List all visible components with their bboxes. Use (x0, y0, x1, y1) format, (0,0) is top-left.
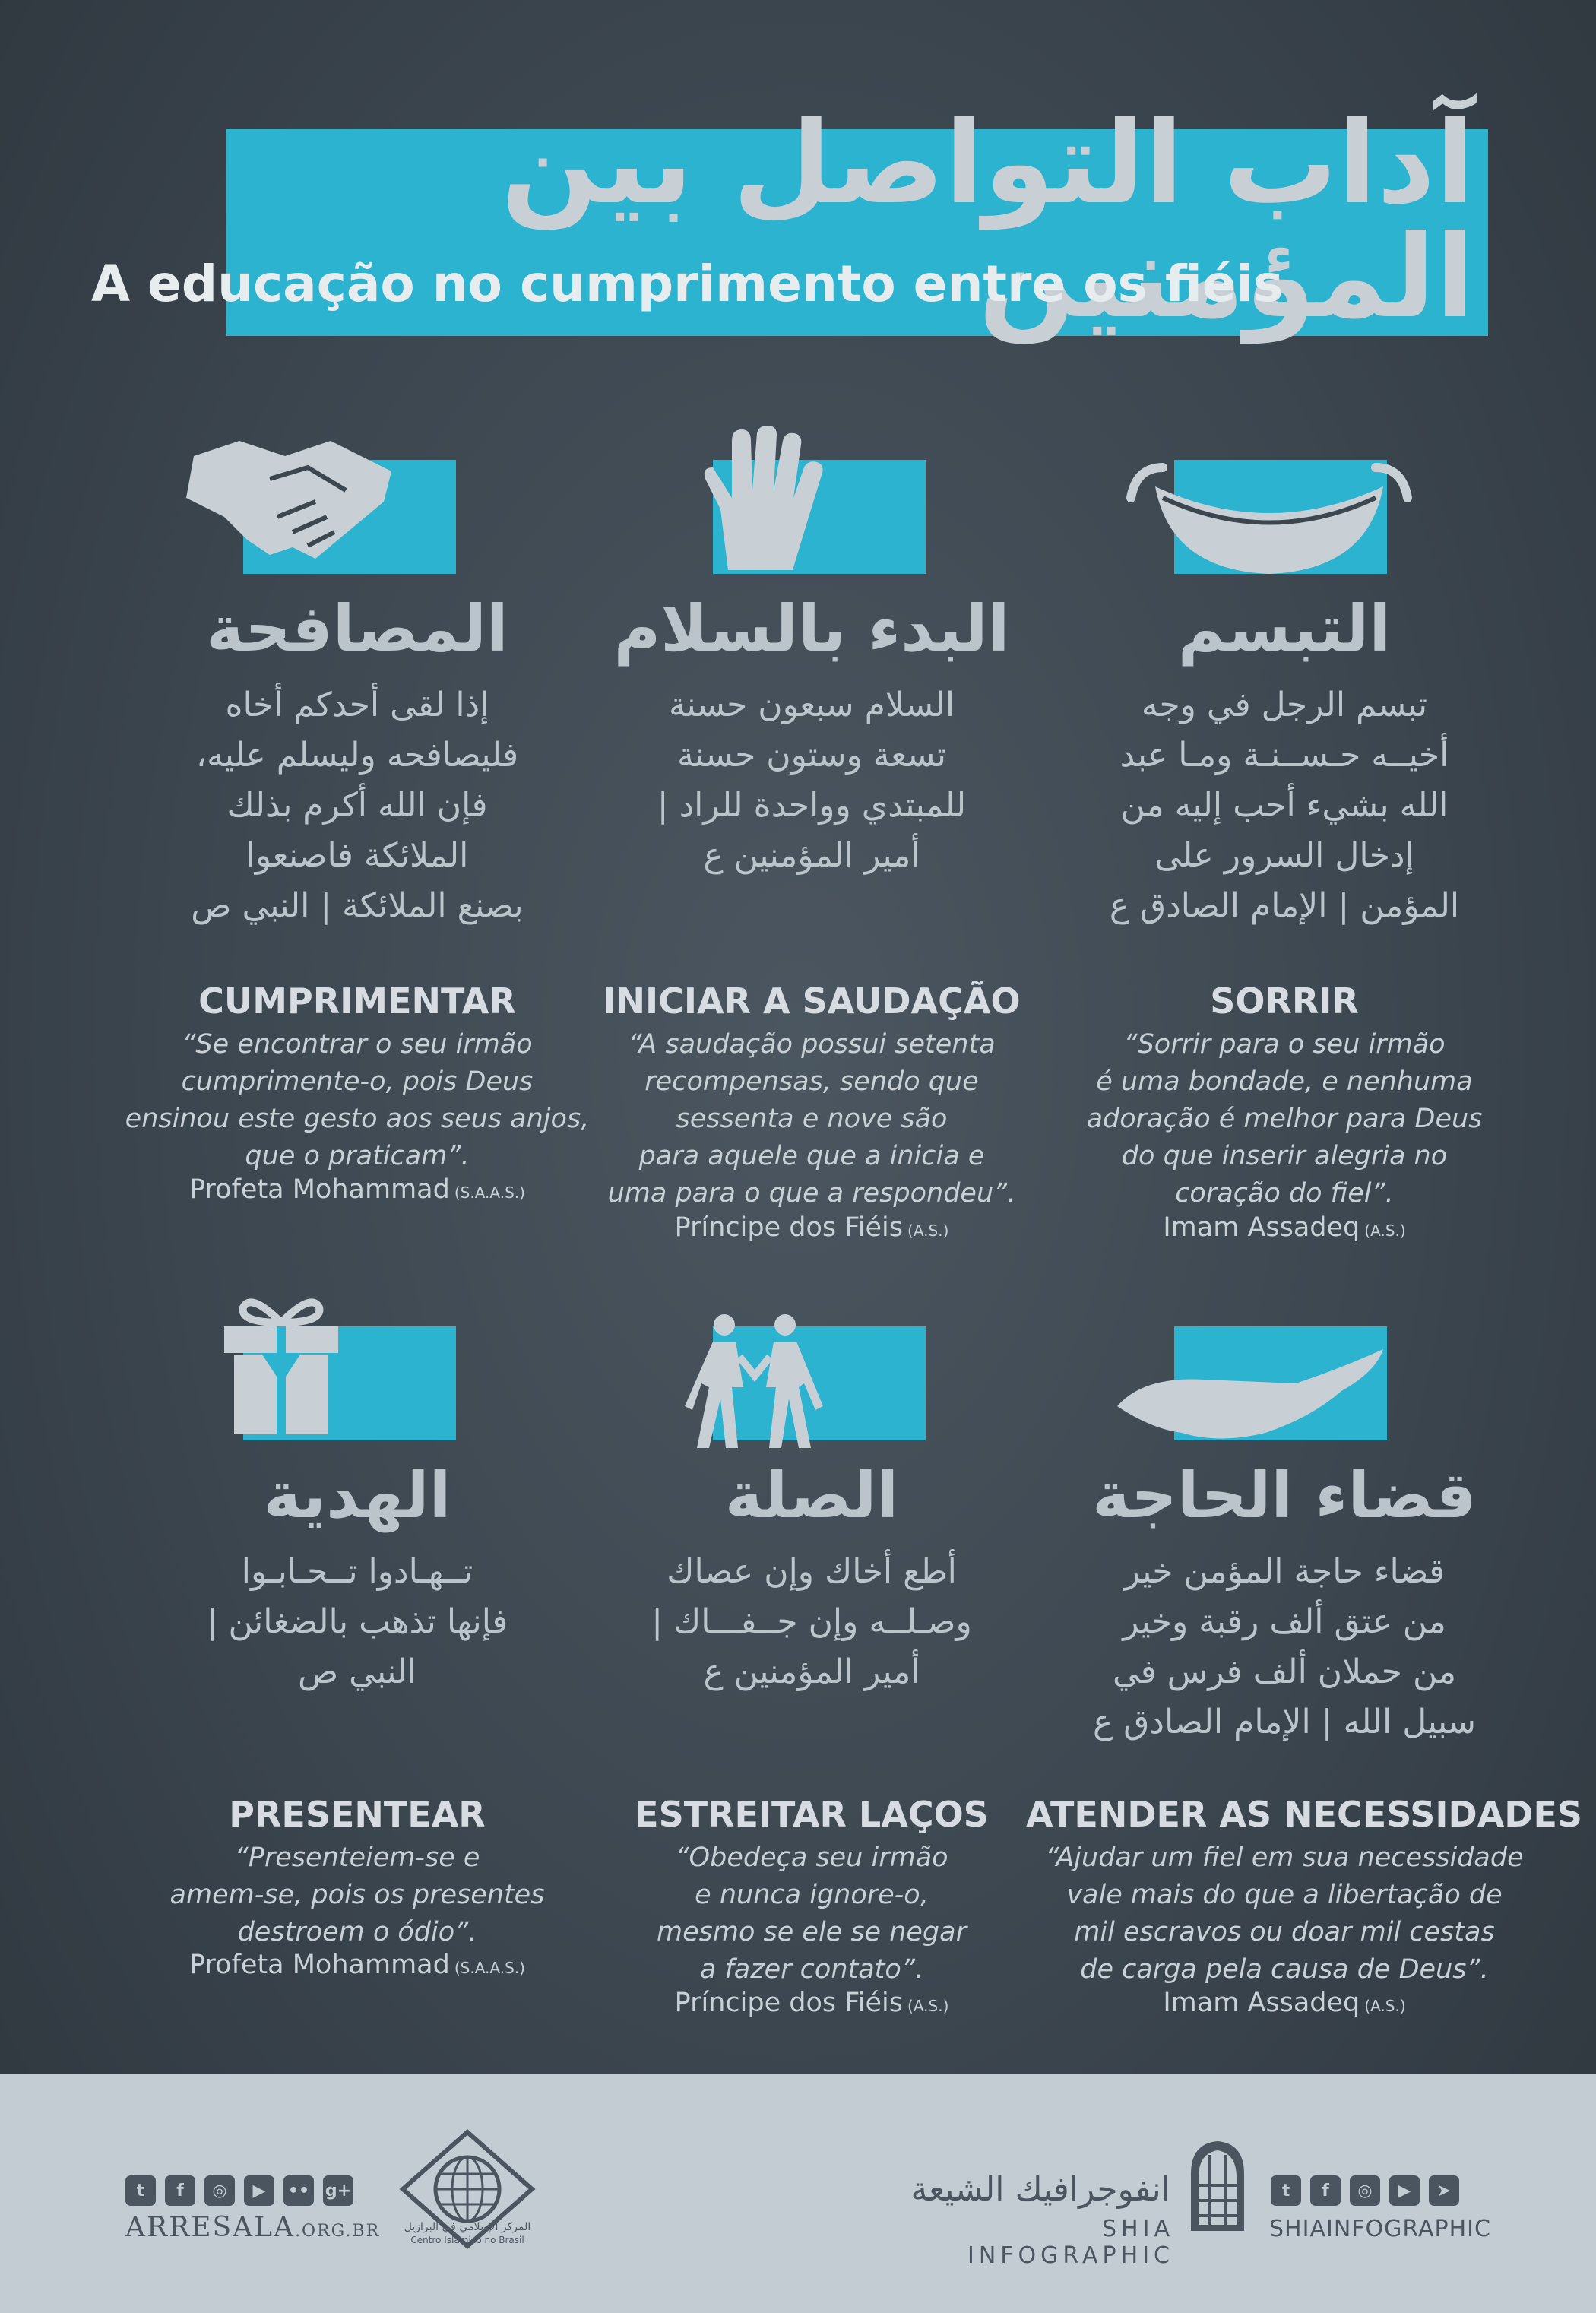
telegram-icon[interactable]: ➤ (1429, 2175, 1459, 2206)
card-quote-portuguese: “Se encontrar o seu irmão cumprimente-o, pois Deus ensinou este gesto aos seus anjos, que o praticam”. (125, 1029, 590, 1171)
centro-name-arabic: المركز الإسلامي في البرازيل (404, 2221, 531, 2233)
card-text-arabic: السلام سبعون حسنة تسعة وستون حسنة للمبتدي وواحدة للراد | أمير المؤمنين ع (657, 686, 967, 875)
card-heading-arabic: قضاء الحاجة (1092, 1458, 1477, 1532)
open-hand-icon (1113, 1345, 1387, 1444)
raised-hand-icon (698, 426, 827, 578)
author-honorific: (S.A.A.S.) (454, 1959, 525, 1977)
card-walking-people (553, 1292, 1070, 2052)
card-heading-portuguese: PRESENTEAR (229, 1794, 486, 1835)
shia-infographic-social-links (1271, 2175, 1459, 2206)
card-quote-portuguese: “Ajudar um fiel em sua necessidade vale mais do que a libertação de mil escravos ou doar mil cestas de carga pela causa de Deus”. (1045, 1842, 1524, 1985)
author-name: Imam Assadeq (1163, 1212, 1360, 1243)
card-author (553, 1212, 1070, 1243)
card-heading-portuguese: ATENDER AS NECESSIDADES (1026, 1794, 1583, 1835)
card-text-arabic: إذا لقى أحدكم أخاه فليصافحه وليسلم عليه، فإن الله أكرم بذلك الملائكة فاصنعوا بصنع الملائكة | النبي ص (191, 686, 524, 925)
card-gift (99, 1292, 616, 2052)
card-heading-arabic: الصلة (724, 1458, 899, 1532)
card-quote-portuguese: “A saudação possui setenta recompensas, sendo que sessenta e nove são para aquele que a inicia e uma para o que a respondeu”. (607, 1029, 1016, 1209)
shia-infographic-handle[interactable]: SHIAINFOGRAPHIC (1269, 2216, 1491, 2242)
card-icon-area (1026, 426, 1543, 578)
card-icon-area (1026, 1292, 1543, 1444)
flickr-icon[interactable]: •• (283, 2175, 314, 2206)
instagram-icon[interactable]: ◎ (204, 2175, 235, 2206)
card-author (99, 1174, 616, 1205)
gift-icon (220, 1292, 342, 1437)
author-honorific: (A.S.) (907, 1997, 949, 2015)
card-icon-area (553, 426, 1070, 578)
card-text-arabic: تــهـادوا تــحـابـوا فإنها تذهب بالضغائن | النبي ص (206, 1552, 508, 1691)
card-heading-arabic: التبسم (1177, 591, 1392, 666)
twitter-icon[interactable]: t (1271, 2175, 1301, 2206)
walking-people-icon (679, 1311, 831, 1456)
arresala-logo-text: ARRESALA (125, 2212, 296, 2243)
page-title-arabic: آداب التواصل بين المؤمنين (501, 97, 1474, 344)
card-text-arabic: تبسم الرجل في وجه أخيــه حـســنـة ومـا عبد الله بشيء أحب إليه من إدخال السرور على المؤمن | الإمام الصادق ع (1109, 686, 1460, 925)
youtube-icon[interactable]: ▶ (1389, 2175, 1420, 2206)
facebook-icon[interactable]: f (1310, 2175, 1341, 2206)
author-honorific: (S.A.A.S.) (454, 1183, 525, 1202)
author-name: Imam Assadeq (1163, 1988, 1360, 2018)
card-quote-portuguese: “Obedeça seu irmão e nunca ignore-o, mesmo se ele se negar a fazer contato”. (657, 1842, 967, 1985)
card-author (553, 1988, 1070, 2018)
card-smile (1026, 426, 1543, 1247)
arresala-social-links (125, 2175, 353, 2206)
author-honorific: (A.S.) (907, 1221, 949, 1240)
arresala-logo-suffix: .ORG.BR (295, 2222, 381, 2241)
arresala-logo[interactable] (125, 2212, 380, 2243)
card-icon-area (99, 426, 616, 578)
card-open-hand (1026, 1292, 1583, 2052)
card-heading-arabic: البدء بالسلام (613, 591, 1010, 666)
card-heading-portuguese: CUMPRIMENTAR (198, 981, 516, 1022)
author-name: Profeta Mohammad (189, 1950, 450, 1980)
card-quote-portuguese: “Sorrir para o seu irmão é uma bondade, e nenhuma adoração é melhor para Deus do que inserir alegria no coração do fiel”. (1086, 1029, 1483, 1209)
card-text-arabic: قضاء حاجة المؤمن خير من عتق ألف رقبة وخير من حملان ألف فرس في سبيل الله | الإمام الصادق ع (1092, 1552, 1476, 1741)
card-raised-hand (553, 426, 1070, 1247)
card-heading-portuguese: ESTREITAR LAÇOS (635, 1794, 989, 1835)
card-author (1026, 1988, 1543, 2018)
twitter-icon[interactable]: t (125, 2175, 156, 2206)
handshake-icon (179, 426, 407, 578)
author-name: Príncipe dos Fiéis (674, 1212, 904, 1243)
centro-name-portuguese: Centro Islâmico no Brasil (410, 2235, 524, 2245)
shia-infographic-name-arabic: انفوجرافيك الشيعة (910, 2170, 1170, 2209)
author-name: Profeta Mohammad (189, 1174, 450, 1205)
card-icon-area (553, 1292, 1070, 1444)
mosque-window-logo-icon (1187, 2140, 1248, 2235)
google-plus-icon[interactable]: g+ (323, 2175, 353, 2206)
facebook-icon[interactable]: f (165, 2175, 195, 2206)
card-text-arabic: أطع أخاك وإن عصاك وصـلــه وإن جــفـــاك | أمير المؤمنين ع (651, 1552, 972, 1691)
smile-icon (1125, 456, 1414, 578)
youtube-icon[interactable]: ▶ (244, 2175, 274, 2206)
author-name: Príncipe dos Fiéis (674, 1988, 904, 2018)
page-title-portuguese: A educação no cumprimento entre os fiéis (91, 255, 1284, 313)
author-honorific: (A.S.) (1364, 1997, 1406, 2015)
card-heading-arabic: المصافحة (206, 591, 508, 666)
card-heading-portuguese: INICIAR A SAUDAÇÃO (603, 981, 1021, 1022)
card-author (1026, 1212, 1543, 1243)
instagram-icon[interactable]: ◎ (1350, 2175, 1380, 2206)
card-heading-portuguese: SORRIR (1210, 981, 1359, 1022)
shia-infographic-name: SHIA INFOGRAPHIC (967, 2216, 1174, 2269)
card-handshake (99, 426, 616, 1247)
card-icon-area (99, 1292, 616, 1444)
card-author (99, 1950, 616, 1980)
card-quote-portuguese: “Presenteiem-se e amem-se, pois os presentes destroem o ódio”. (169, 1842, 545, 1947)
author-honorific: (A.S.) (1364, 1221, 1406, 1240)
card-heading-arabic: الهدية (263, 1458, 451, 1532)
